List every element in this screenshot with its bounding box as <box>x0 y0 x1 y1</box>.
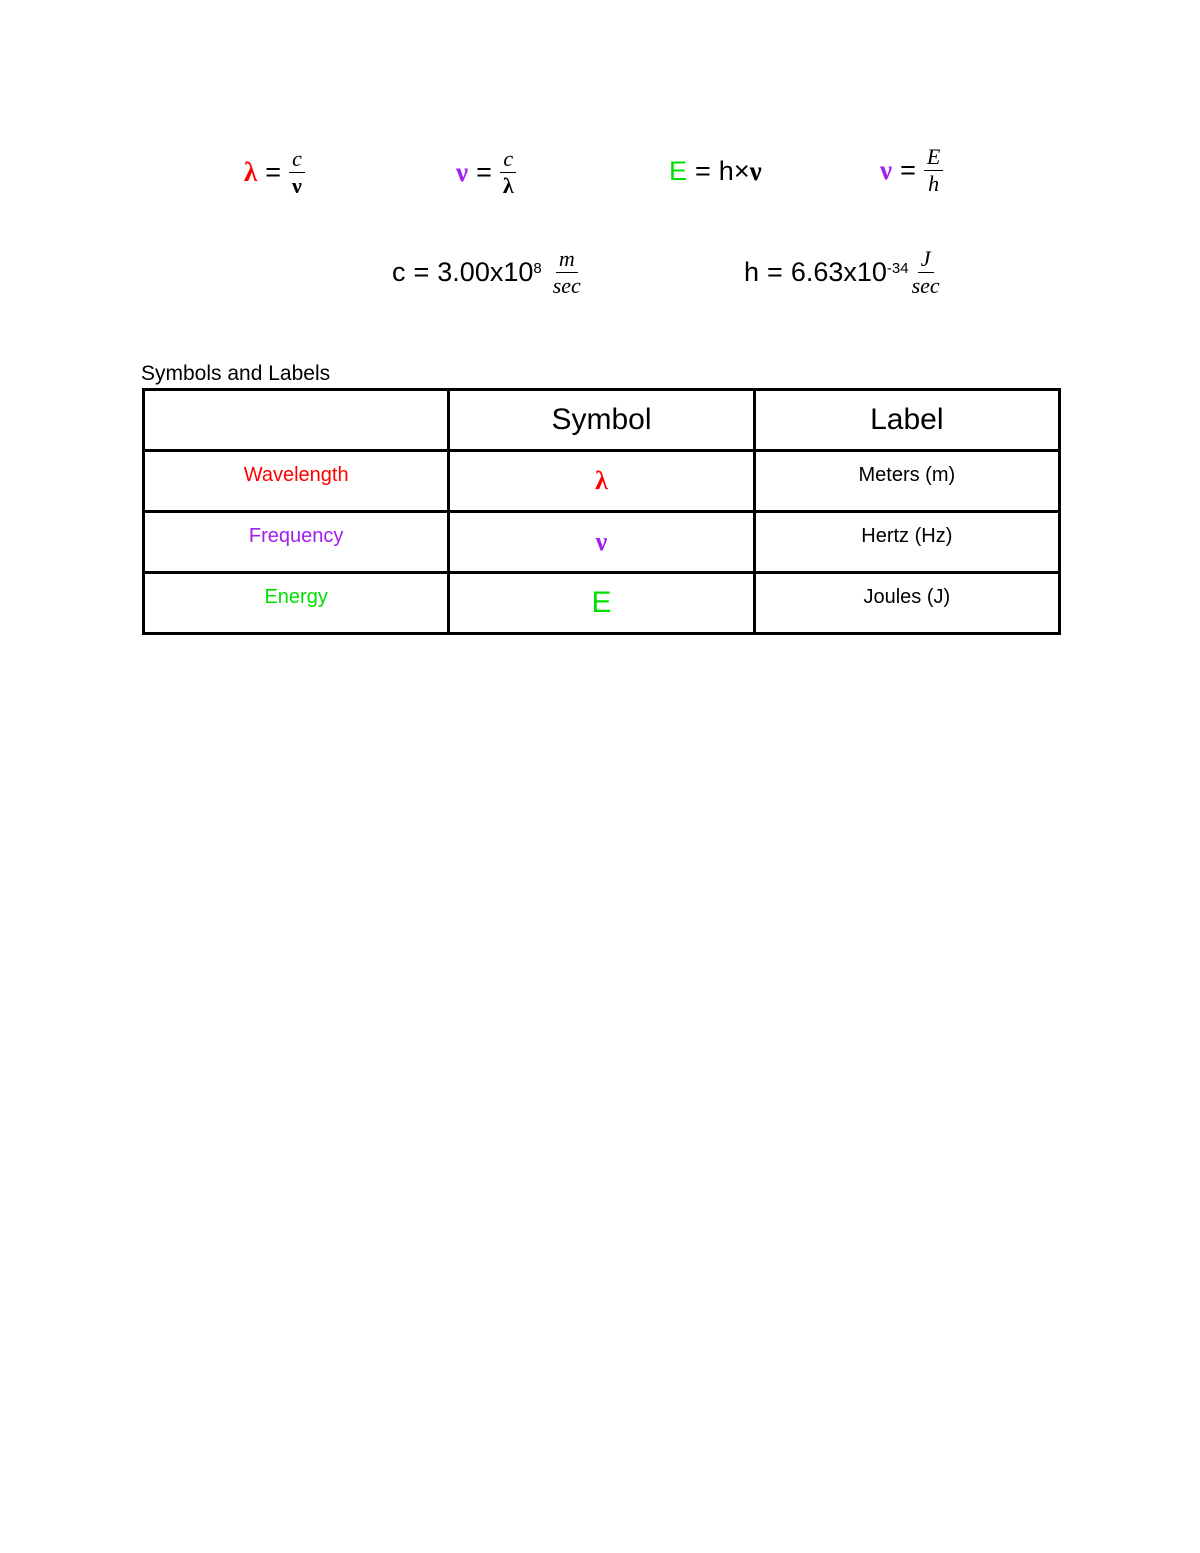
row-label: Meters (m) <box>858 464 956 486</box>
times-sign: × <box>733 156 750 186</box>
row-label: Joules (J) <box>863 586 951 608</box>
equals-sign: = <box>900 155 916 185</box>
equation-wavelength <box>244 148 305 197</box>
header-label: Label <box>754 390 1059 451</box>
numerator: c <box>289 148 305 173</box>
row-label-cell <box>754 451 1059 512</box>
h-symbol: h <box>744 257 760 287</box>
row-name: Energy <box>264 586 328 608</box>
constant-planck <box>744 248 943 297</box>
row-symbol-cell <box>449 512 754 573</box>
equals-sign: = <box>767 257 783 287</box>
fraction-j-over-sec <box>909 248 943 297</box>
lambda-symbol: λ <box>244 157 258 187</box>
mantissa: 6.63x10 <box>790 257 887 287</box>
table-row <box>144 512 1060 573</box>
energy-symbol: E <box>669 156 688 186</box>
nu-symbol: ν <box>595 527 608 556</box>
row-label: Hertz (Hz) <box>861 525 953 547</box>
numerator: m <box>556 248 578 273</box>
numerator: c <box>500 148 516 173</box>
nu-symbol: ν <box>880 155 893 185</box>
planck-symbol: h <box>718 156 734 186</box>
equals-sign: = <box>265 157 282 187</box>
row-symbol-cell <box>449 573 754 634</box>
row-name: Frequency <box>248 525 344 547</box>
fraction-c-over-nu <box>289 148 305 197</box>
table-row <box>144 451 1060 512</box>
table-row <box>144 573 1060 634</box>
nu-symbol: ν <box>456 157 469 187</box>
fraction-m-over-sec <box>550 248 584 297</box>
denominator: sec <box>552 273 581 298</box>
equation-energy <box>669 156 762 187</box>
row-label-cell <box>754 573 1059 634</box>
equals-sign: = <box>413 257 430 287</box>
equation-frequency <box>456 148 517 197</box>
row-label-cell <box>754 512 1059 573</box>
denominator: ν <box>292 173 302 198</box>
table-header-row <box>144 390 1060 451</box>
equals-sign: = <box>476 157 492 187</box>
fraction-e-over-h <box>924 146 943 195</box>
denominator: h <box>928 171 940 196</box>
row-name-cell <box>144 573 449 634</box>
c-symbol: c <box>392 257 406 287</box>
fraction-c-over-lambda <box>500 148 517 197</box>
header-empty <box>144 390 449 451</box>
numerator: J <box>918 248 934 273</box>
nu-symbol: ν <box>749 156 762 186</box>
exponent: 8 <box>533 260 542 277</box>
numerator: E <box>924 146 943 171</box>
row-name-cell <box>144 451 449 512</box>
energy-symbol: E <box>591 586 612 619</box>
mantissa: 3.00x10 <box>437 257 534 287</box>
equation-frequency-from-energy <box>880 146 943 195</box>
header-symbol: Symbol <box>449 390 754 451</box>
row-name-cell <box>144 512 449 573</box>
row-symbol-cell <box>449 451 754 512</box>
equals-sign: = <box>695 156 711 186</box>
constant-speed-of-light <box>392 248 584 297</box>
row-name: Wavelength <box>243 464 349 486</box>
lambda-symbol: λ <box>595 466 608 495</box>
denominator: λ <box>502 173 514 198</box>
denominator: sec <box>911 273 940 298</box>
table-caption: Symbols and Labels <box>141 362 331 385</box>
exponent: -34 <box>886 260 909 277</box>
symbols-table <box>142 388 1061 635</box>
